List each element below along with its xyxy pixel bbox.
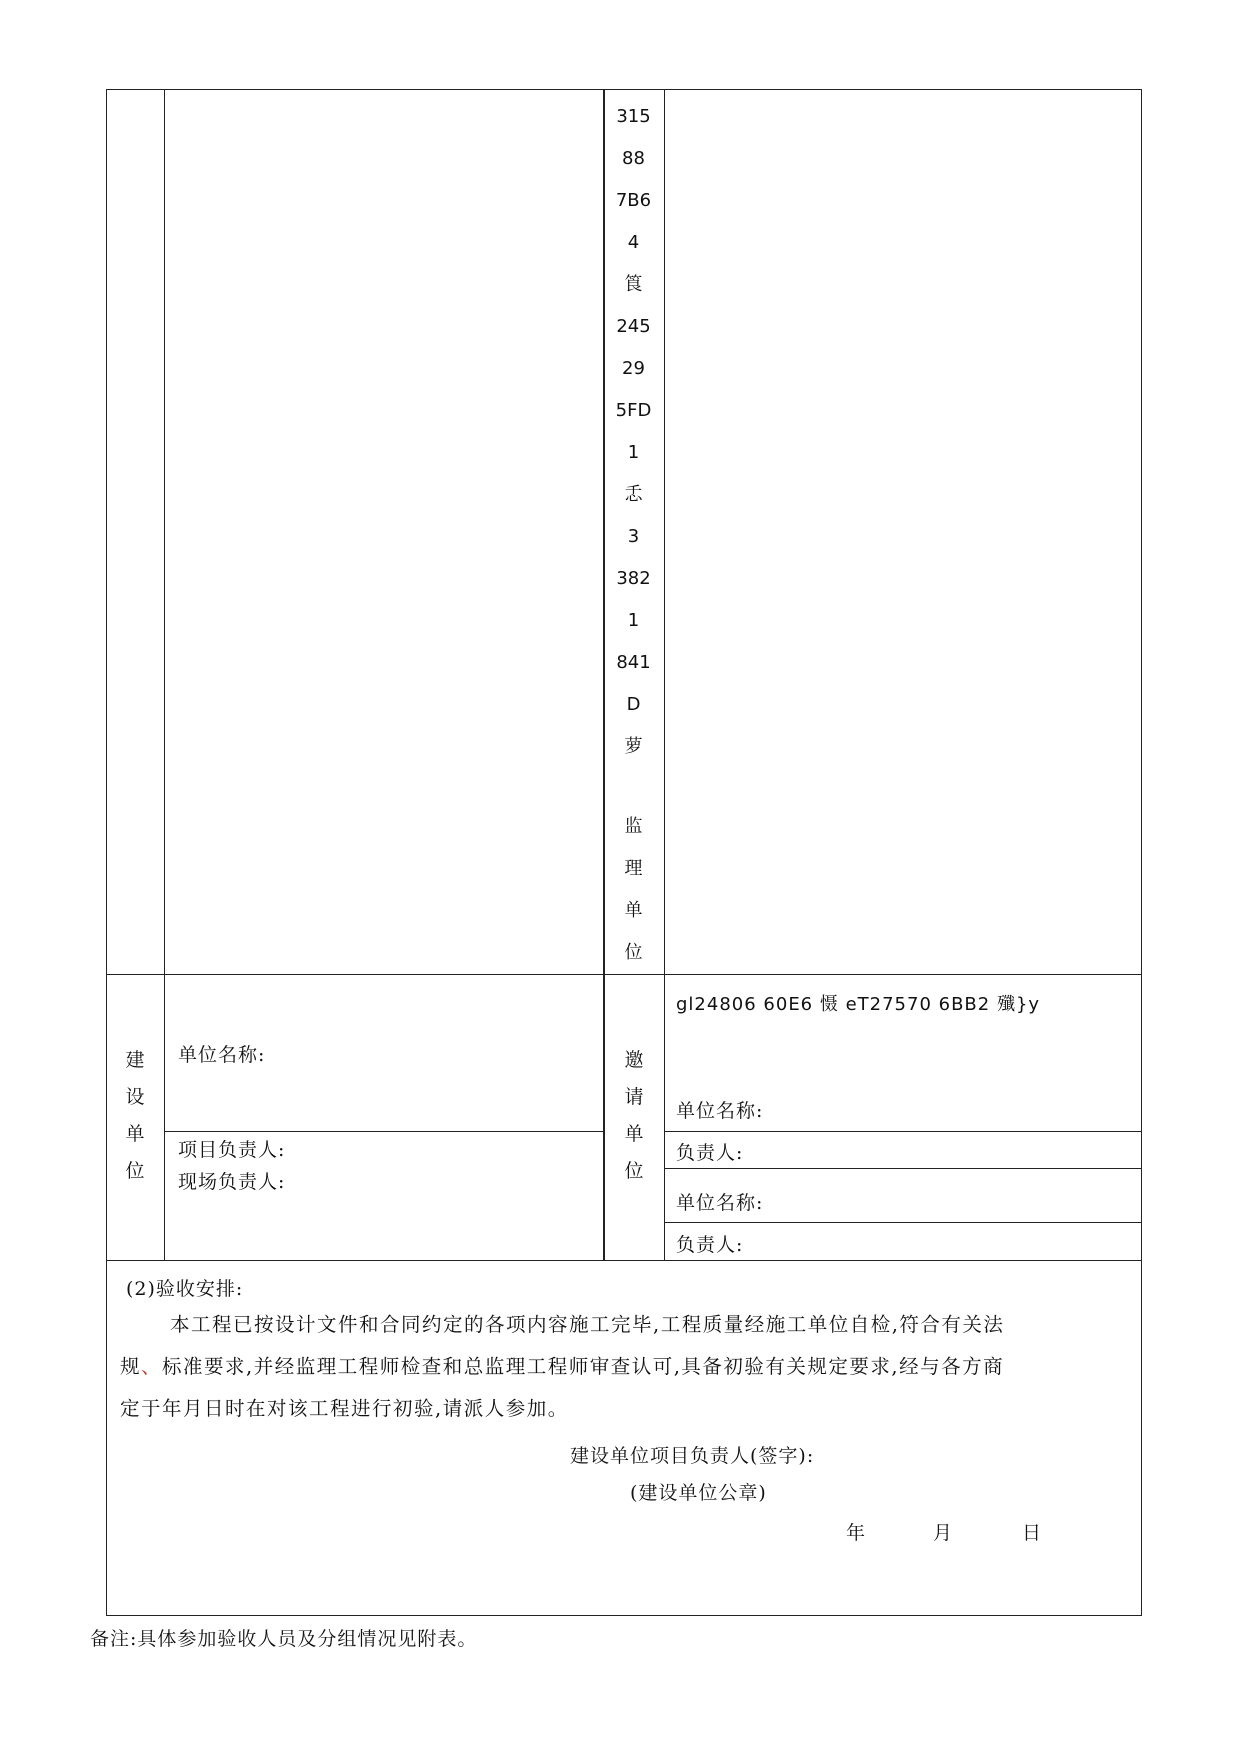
date-month[interactable]: 月 xyxy=(933,1522,954,1544)
col-divider-1 xyxy=(164,89,165,1260)
code-char: 1 xyxy=(627,442,640,463)
row-divider-builder xyxy=(164,1131,604,1132)
arrangement-line-2-mark: 、 xyxy=(141,1355,163,1378)
code-char: 245 xyxy=(616,316,651,337)
arrangement-line-2-pre: 规 xyxy=(120,1355,142,1378)
code-char: 3 xyxy=(627,526,640,547)
invited-char: 单 xyxy=(624,1123,644,1145)
builder-unit-label xyxy=(106,1042,164,1190)
row-divider-top xyxy=(106,974,1142,975)
code-char: 841 xyxy=(616,652,651,673)
builder-char: 单 xyxy=(125,1123,145,1145)
code-char: 315 xyxy=(616,106,651,127)
invited-char: 位 xyxy=(624,1160,644,1182)
date-year[interactable]: 年 xyxy=(846,1522,867,1544)
arrangement-heading: (2)验收安排: xyxy=(126,1278,244,1300)
builder-char: 设 xyxy=(125,1086,145,1108)
code-char: 5FD xyxy=(615,400,652,421)
code-char: 忎 xyxy=(624,484,643,505)
arrangement-line-3-text: 定于年月日时在对该工程进行初验,请派人参加。 xyxy=(120,1397,569,1420)
code-column xyxy=(603,96,664,768)
supervision-char: 位 xyxy=(624,942,643,963)
row-divider-invited-2 xyxy=(664,1168,1142,1169)
code-char: 88 xyxy=(622,148,645,169)
arrangement-paragraph xyxy=(120,1304,1130,1430)
row-divider-invited-1 xyxy=(664,1131,1142,1132)
signature-field[interactable]: 建设单位项目负责人(签字): xyxy=(570,1445,815,1467)
invited-char: 邀 xyxy=(624,1049,644,1071)
code-char: 382 xyxy=(616,568,651,589)
project-lead-field[interactable]: 项目负责人: xyxy=(178,1139,286,1161)
code-char: 7B6 xyxy=(615,190,652,211)
supervision-char: 单 xyxy=(624,900,643,921)
arrangement-line-1 xyxy=(120,1304,1130,1346)
date-day[interactable]: 日 xyxy=(1022,1522,1043,1544)
col-divider-3 xyxy=(664,89,665,1260)
supervision-unit-label xyxy=(603,806,664,974)
supervision-char: 监 xyxy=(624,816,643,837)
code-char: D xyxy=(626,694,641,715)
code-char: 萝 xyxy=(624,736,643,757)
garbled-text-line: gl24806 60E6 慑 eT27570 6BB2 殲}y xyxy=(676,994,1041,1015)
site-lead-field[interactable]: 现场负责人: xyxy=(178,1171,286,1193)
arrangement-line-2-post: 标准要求,并经监理工程师检查和总监理工程师审查认可,具备初验有关规定要求,经与各方商 xyxy=(162,1355,1005,1378)
invited-char: 请 xyxy=(624,1086,644,1108)
code-char: 1 xyxy=(627,610,640,631)
code-char: 4 xyxy=(627,232,640,253)
builder-char: 建 xyxy=(125,1049,145,1071)
arrangement-line-3 xyxy=(120,1388,1130,1430)
row-divider-arrangement xyxy=(106,1260,1142,1261)
row-divider-invited-3 xyxy=(664,1222,1142,1223)
code-char: 筤 xyxy=(624,274,643,295)
invited-lead-field-1[interactable]: 负责人: xyxy=(676,1142,744,1164)
footnote: 备注:具体参加验收人员及分组情况见附表。 xyxy=(90,1628,478,1650)
builder-char: 位 xyxy=(125,1160,145,1182)
arrangement-line-1-text: 本工程已按设计文件和合同约定的各项内容施工完毕,工程质量经施工单位自检,符合有关法 xyxy=(170,1313,1005,1336)
invited-unit-label xyxy=(604,1042,664,1190)
builder-unit-name-field[interactable]: 单位名称: xyxy=(178,1044,266,1066)
invited-unit-name-field-1[interactable]: 单位名称: xyxy=(676,1100,764,1122)
code-char: 29 xyxy=(622,358,645,379)
supervision-char: 理 xyxy=(624,858,643,879)
seal-label: (建设单位公章) xyxy=(630,1482,767,1504)
invited-lead-field-2[interactable]: 负责人: xyxy=(676,1234,744,1256)
arrangement-line-2 xyxy=(120,1346,1130,1388)
invited-unit-name-field-2[interactable]: 单位名称: xyxy=(676,1192,764,1214)
